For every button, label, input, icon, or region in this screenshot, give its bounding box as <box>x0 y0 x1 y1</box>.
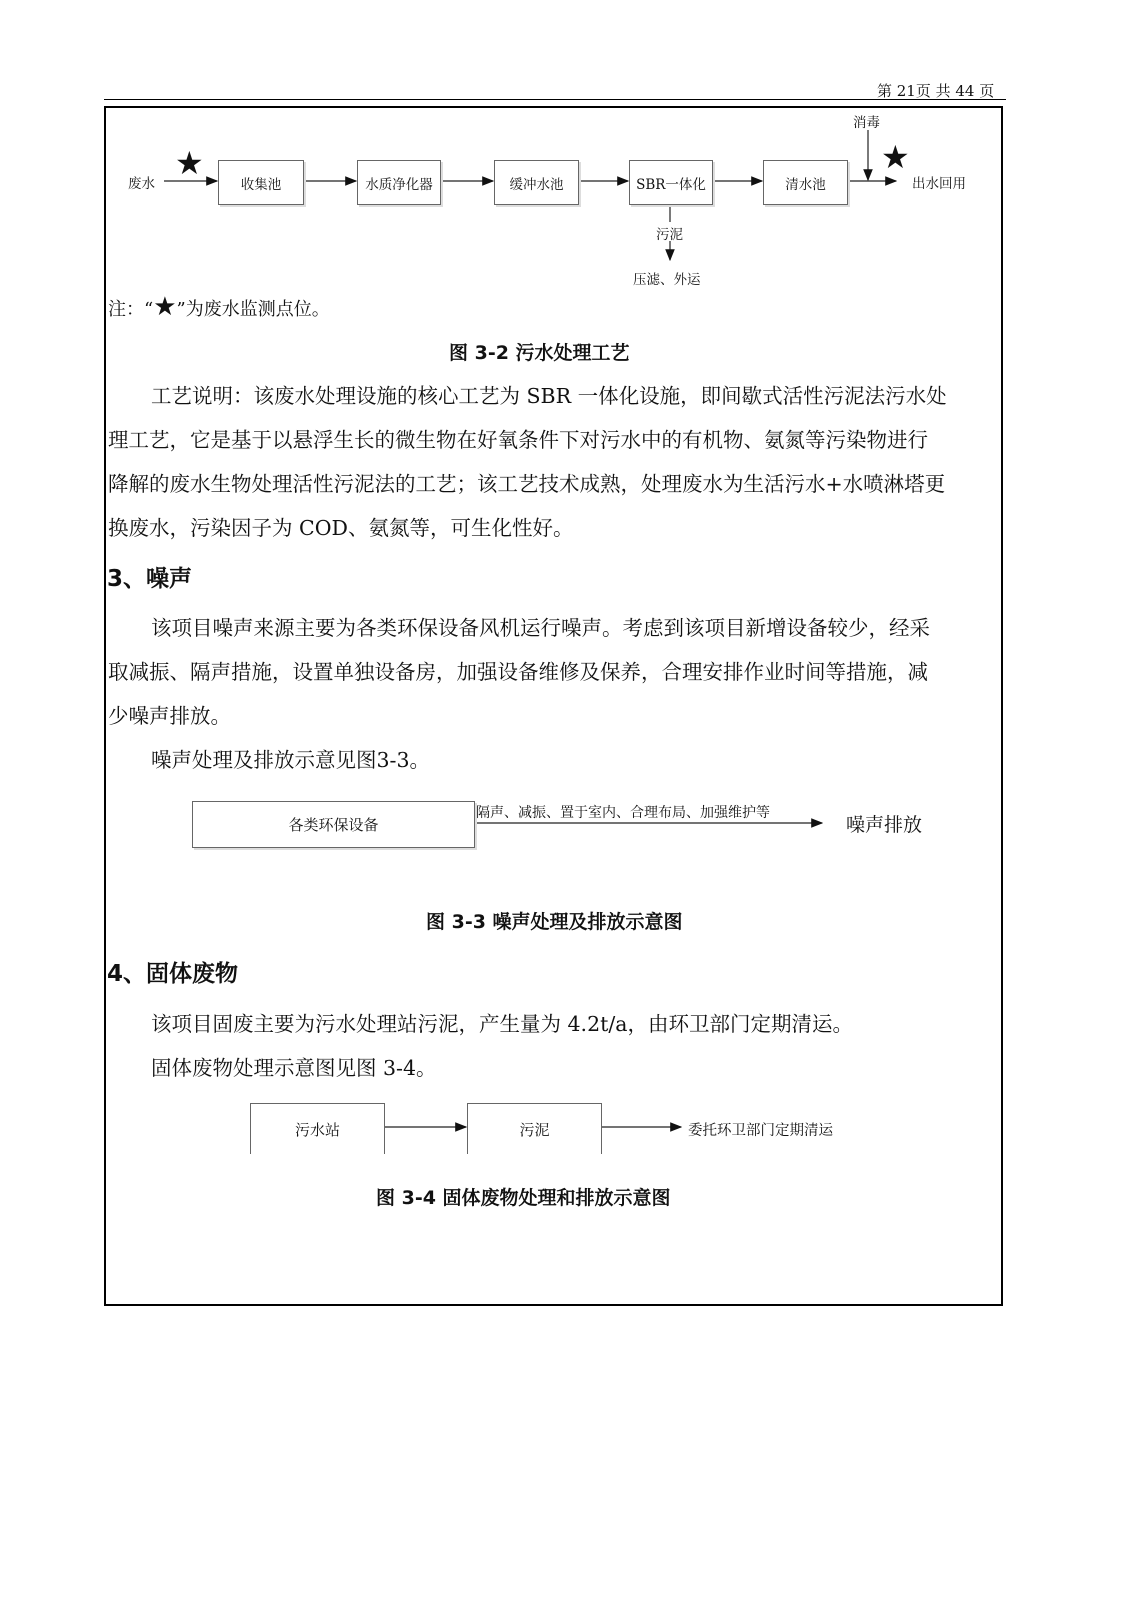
flow-box-clearwater: 清水池 <box>763 160 848 205</box>
figure-caption: 图 3-3 噪声处理及排放示意图 <box>426 911 683 933</box>
solid-output-label: 委托环卫部门定期清运 <box>688 1123 833 1139</box>
flow-box-station: 污水站 <box>250 1103 385 1154</box>
page-number: 第 21页 共 44 页 <box>877 82 995 100</box>
monitor-star-icon: ★ <box>175 144 204 182</box>
section-heading-solid-waste: 4、固体废物 <box>107 961 239 987</box>
figure-note <box>108 292 330 322</box>
process-paragraph-line: 工艺说明：该废水处理设施的核心工艺为 SBR 一体化设施，即间歇式活性污泥法污水处 <box>151 384 947 408</box>
flow-sludge-label: 污泥 <box>656 227 683 243</box>
flow-box-buffer: 缓冲水池 <box>494 160 579 205</box>
note-prefix: 注：“ <box>108 299 154 320</box>
flow-box-purifier: 水质净化器 <box>357 160 441 205</box>
flow-box-sludge: 污泥 <box>467 1103 602 1154</box>
section-heading-noise: 3、噪声 <box>107 566 193 592</box>
process-paragraph-line: 理工艺，它是基于以悬浮生长的微生物在好氧条件下对污水中的有机物、氨氮等污染物进行 <box>108 428 928 452</box>
noise-paragraph-line: 取减振、隔声措施，设置单独设备房，加强设备维修及保养，合理安排作业时间等措施，减 <box>108 660 928 684</box>
noise-output-label: 噪声排放 <box>846 814 923 836</box>
flow-box-sbr: SBR一体化 <box>629 160 713 205</box>
process-paragraph-line: 换废水，污染因子为 COD、氨氮等，可生化性好。 <box>108 516 574 540</box>
figure-caption: 图 3-2 污水处理工艺 <box>449 342 630 364</box>
figure-caption: 图 3-4 固体废物处理和排放示意图 <box>376 1187 671 1209</box>
flow-box-collection: 收集池 <box>218 160 304 205</box>
flow-disinfect-label: 消毒 <box>853 115 880 131</box>
note-suffix: ”为废水监测点位。 <box>176 299 330 320</box>
flow-output-label: 出水回用 <box>912 176 966 192</box>
note-star-icon: ★ <box>153 292 177 322</box>
flow-input-label: 废水 <box>128 176 155 192</box>
noise-paragraph-line: 噪声处理及排放示意见图3-3。 <box>151 748 431 772</box>
flow-sludge-disposal-label: 压滤、外运 <box>633 272 701 288</box>
solid-paragraph-line: 该项目固废主要为污水处理站污泥，产生量为 4.2t/a，由环卫部门定期清运。 <box>151 1012 853 1036</box>
noise-paragraph-line: 该项目噪声来源主要为各类环保设备风机运行噪声。考虑到该项目新增设备较少，经采 <box>151 616 930 640</box>
noise-paragraph-line: 少噪声排放。 <box>108 704 231 728</box>
flow-box-equipment: 各类环保设备 <box>192 801 475 848</box>
process-paragraph-line: 降解的废水生物处理活性污泥法的工艺；该工艺技术成熟，处理废水为生活污水+水喷淋塔更 <box>108 472 946 496</box>
solid-paragraph-line: 固体废物处理示意图见图 3-4。 <box>151 1056 437 1080</box>
monitor-star-icon: ★ <box>881 138 910 176</box>
noise-measures-label: 隔声、减振、置于室内、合理布局、加强维护等 <box>476 805 770 821</box>
